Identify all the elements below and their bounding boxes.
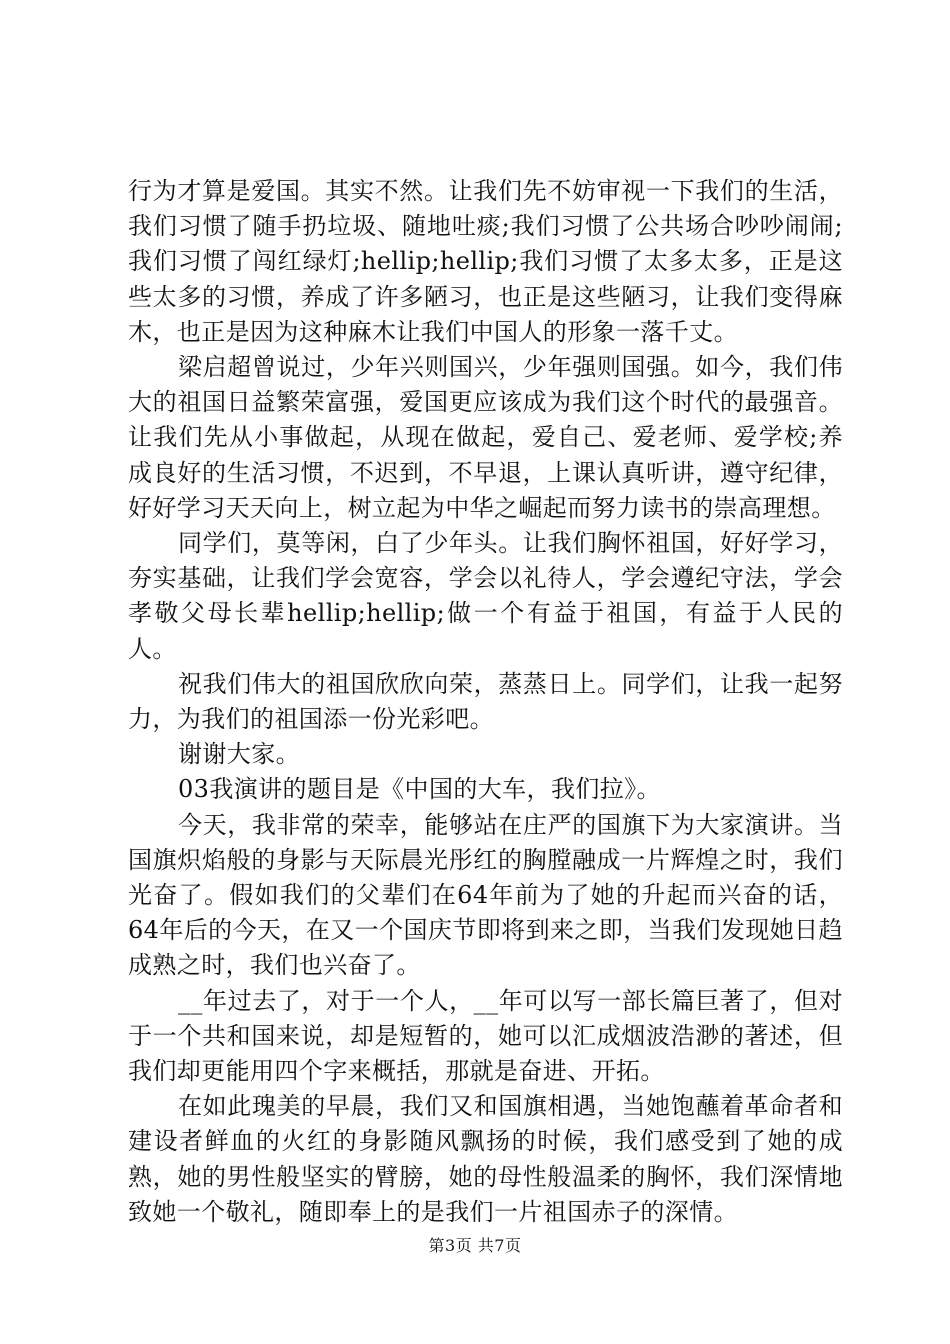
- page-footer: 第3页 共7页: [428, 1236, 522, 1255]
- paragraph-years-passed: __年过去了，对于一个人，__年可以写一部长篇巨著了，但对于一个共和国来说，却是短暂的，她可以汇成烟波浩渺的著述，但我们却更能用四个字来概括，那就是奋进、开拓。: [128, 986, 843, 1086]
- paragraph-classmates: 同学们，莫等闲，白了少年头。让我们胸怀祖国，好好学习，夯实基础，让我们学会宽容，学会以礼待人，学会遵纪守法，学会孝敬父母长辈hellip;hellip;做一个有益于祖国，有益于人民的人。: [128, 529, 843, 663]
- paragraph-liang-qichao: 梁启超曾说过，少年兴则国兴，少年强则国强。如今，我们伟大的祖国日益繁荣富强，爱国更应该成为我们这个时代的最强音。让我们先从小事做起，从现在做起，爱自己、爱老师、爱学校;养成良好的生活习惯，不迟到，不早退，上课认真听讲，遵守纪律，好好学习天天向上，树立起为中华之崛起而努力读书的崇高理想。: [128, 353, 843, 522]
- paragraph-morning: 在如此瑰美的早晨，我们又和国旗相遇，当她饱蘸着革命者和建设者鲜血的火红的身影随风飘扬的时候，我们感受到了她的成熟，她的男性般坚实的臂膀，她的母性般温柔的胸怀，我们深情地致她一个敬礼，随即奉上的是我们一片祖国赤子的深情。: [128, 1092, 843, 1226]
- paragraph-speech-title: 03我演讲的题目是《中国的大车，我们拉》。: [178, 775, 661, 804]
- paragraph-wish: 祝我们伟大的祖国欣欣向荣，蒸蒸日上。同学们，让我一起努力，为我们的祖国添一份光彩吧。: [128, 669, 843, 734]
- document-body: [128, 174, 843, 1230]
- paragraph-thanks: 谢谢大家。: [178, 740, 300, 769]
- paragraph-today: 今天，我非常的荣幸，能够站在庄严的国旗下为大家演讲。当国旗炽焰般的身影与天际晨光彤红的胸膛融成一片辉煌之时，我们光奋了。假如我们的父辈们在64年前为了她的升起而兴奋的话，64年后的今天，在又一个国庆节即将到来之即，当我们发现她日趋成熟之时，我们也兴奋了。: [128, 810, 843, 980]
- paragraph-continued: 行为才算是爱国。其实不然。让我们先不妨审视一下我们的生活，我们习惯了随手扔垃圾、随地吐痰;我们习惯了公共场合吵吵闹闹;我们习惯了闯红绿灯;hellip;hellip;我们习惯了太多太多，正是这些太多的习惯，养成了许多陋习，也正是这些陋习，让我们变得麻木，也正是因为这种麻木让我们中国人的形象一落千丈。: [128, 177, 843, 346]
